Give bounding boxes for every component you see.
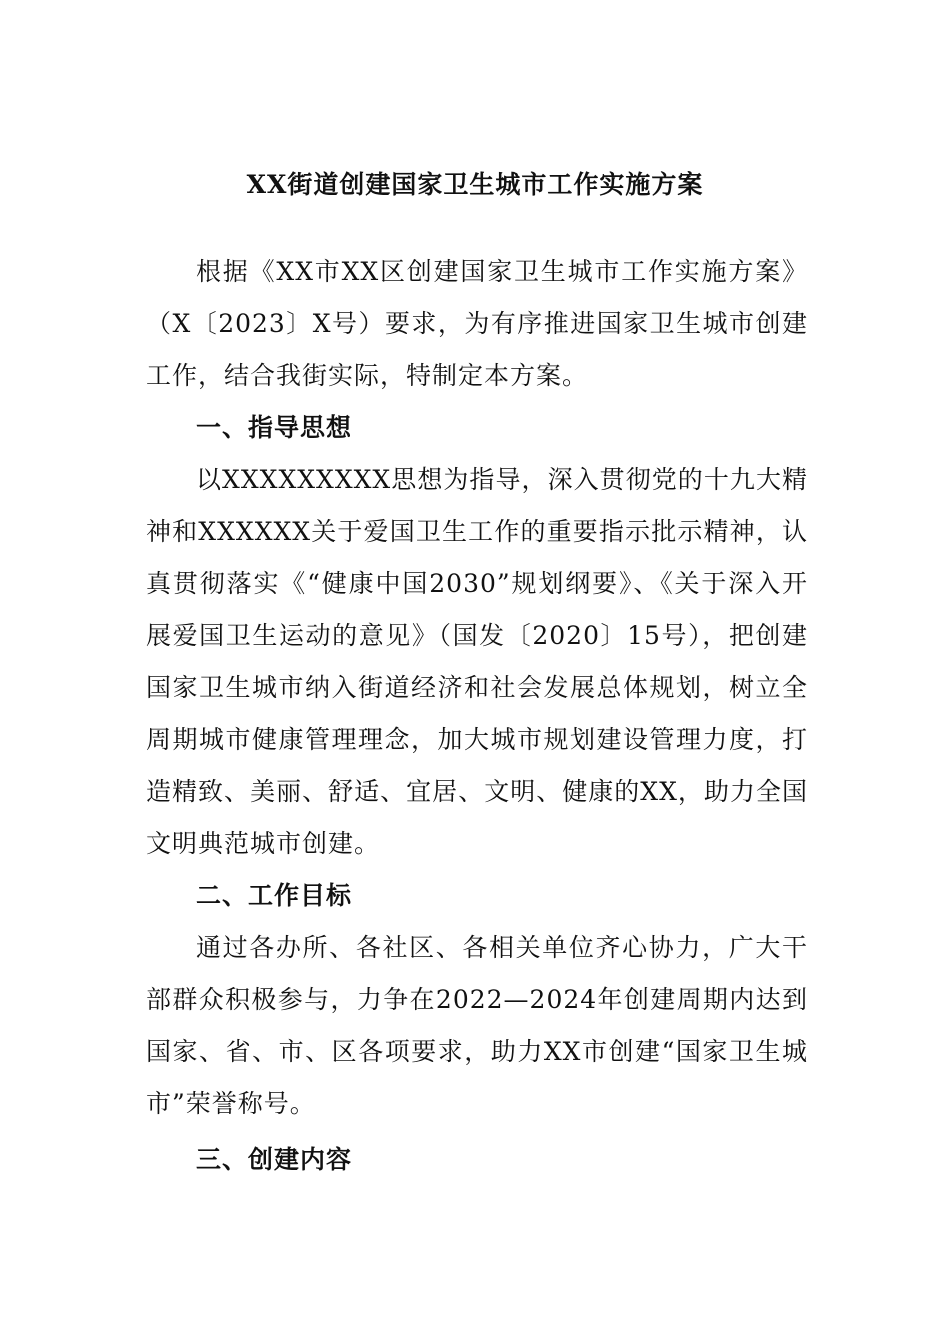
document-body bbox=[146, 246, 808, 1186]
section-heading-work-goals: 二、工作目标 bbox=[196, 881, 353, 910]
section-heading-guiding-thought: 一、指导思想 bbox=[196, 413, 353, 442]
section-body-work-goals: 通过各办所、各社区、各相关单位齐心协力，广大干部群众积极参与，力争在2022—2024年创建周期内达到国家、省、市、区各项要求，助力XX市创建“国家卫生城市”荣誉称号。 bbox=[146, 933, 808, 1118]
section-body-guiding-thought: 以XXXXXXXXX思想为指导，深入贯彻党的十九大精神和XXXXXX关于爱国卫生工作的重要指示批示精神，认真贯彻落实《“健康中国2030”规划纲要》、《关于深入开展爱国卫生运动的意见》（国发〔2020〕15号），把创建国家卫生城市纳入街道经济和社会发展总体规划，树立全周期城市健康管理理念，加大城市规划建设管理力度，打造精致、美丽、舒适、宜居、文明、健康的XX，助力全国文明典范城市创建。 bbox=[146, 465, 808, 858]
document-title: XX街道创建国家卫生城市工作实施方案 bbox=[246, 170, 704, 199]
section-heading-creation-content: 三、创建内容 bbox=[196, 1145, 353, 1174]
intro-paragraph: 根据《XX市XX区创建国家卫生城市工作实施方案》（X〔2023〕X号）要求，为有序推进国家卫生城市创建工作，结合我街实际，特制定本方案。 bbox=[146, 257, 808, 390]
